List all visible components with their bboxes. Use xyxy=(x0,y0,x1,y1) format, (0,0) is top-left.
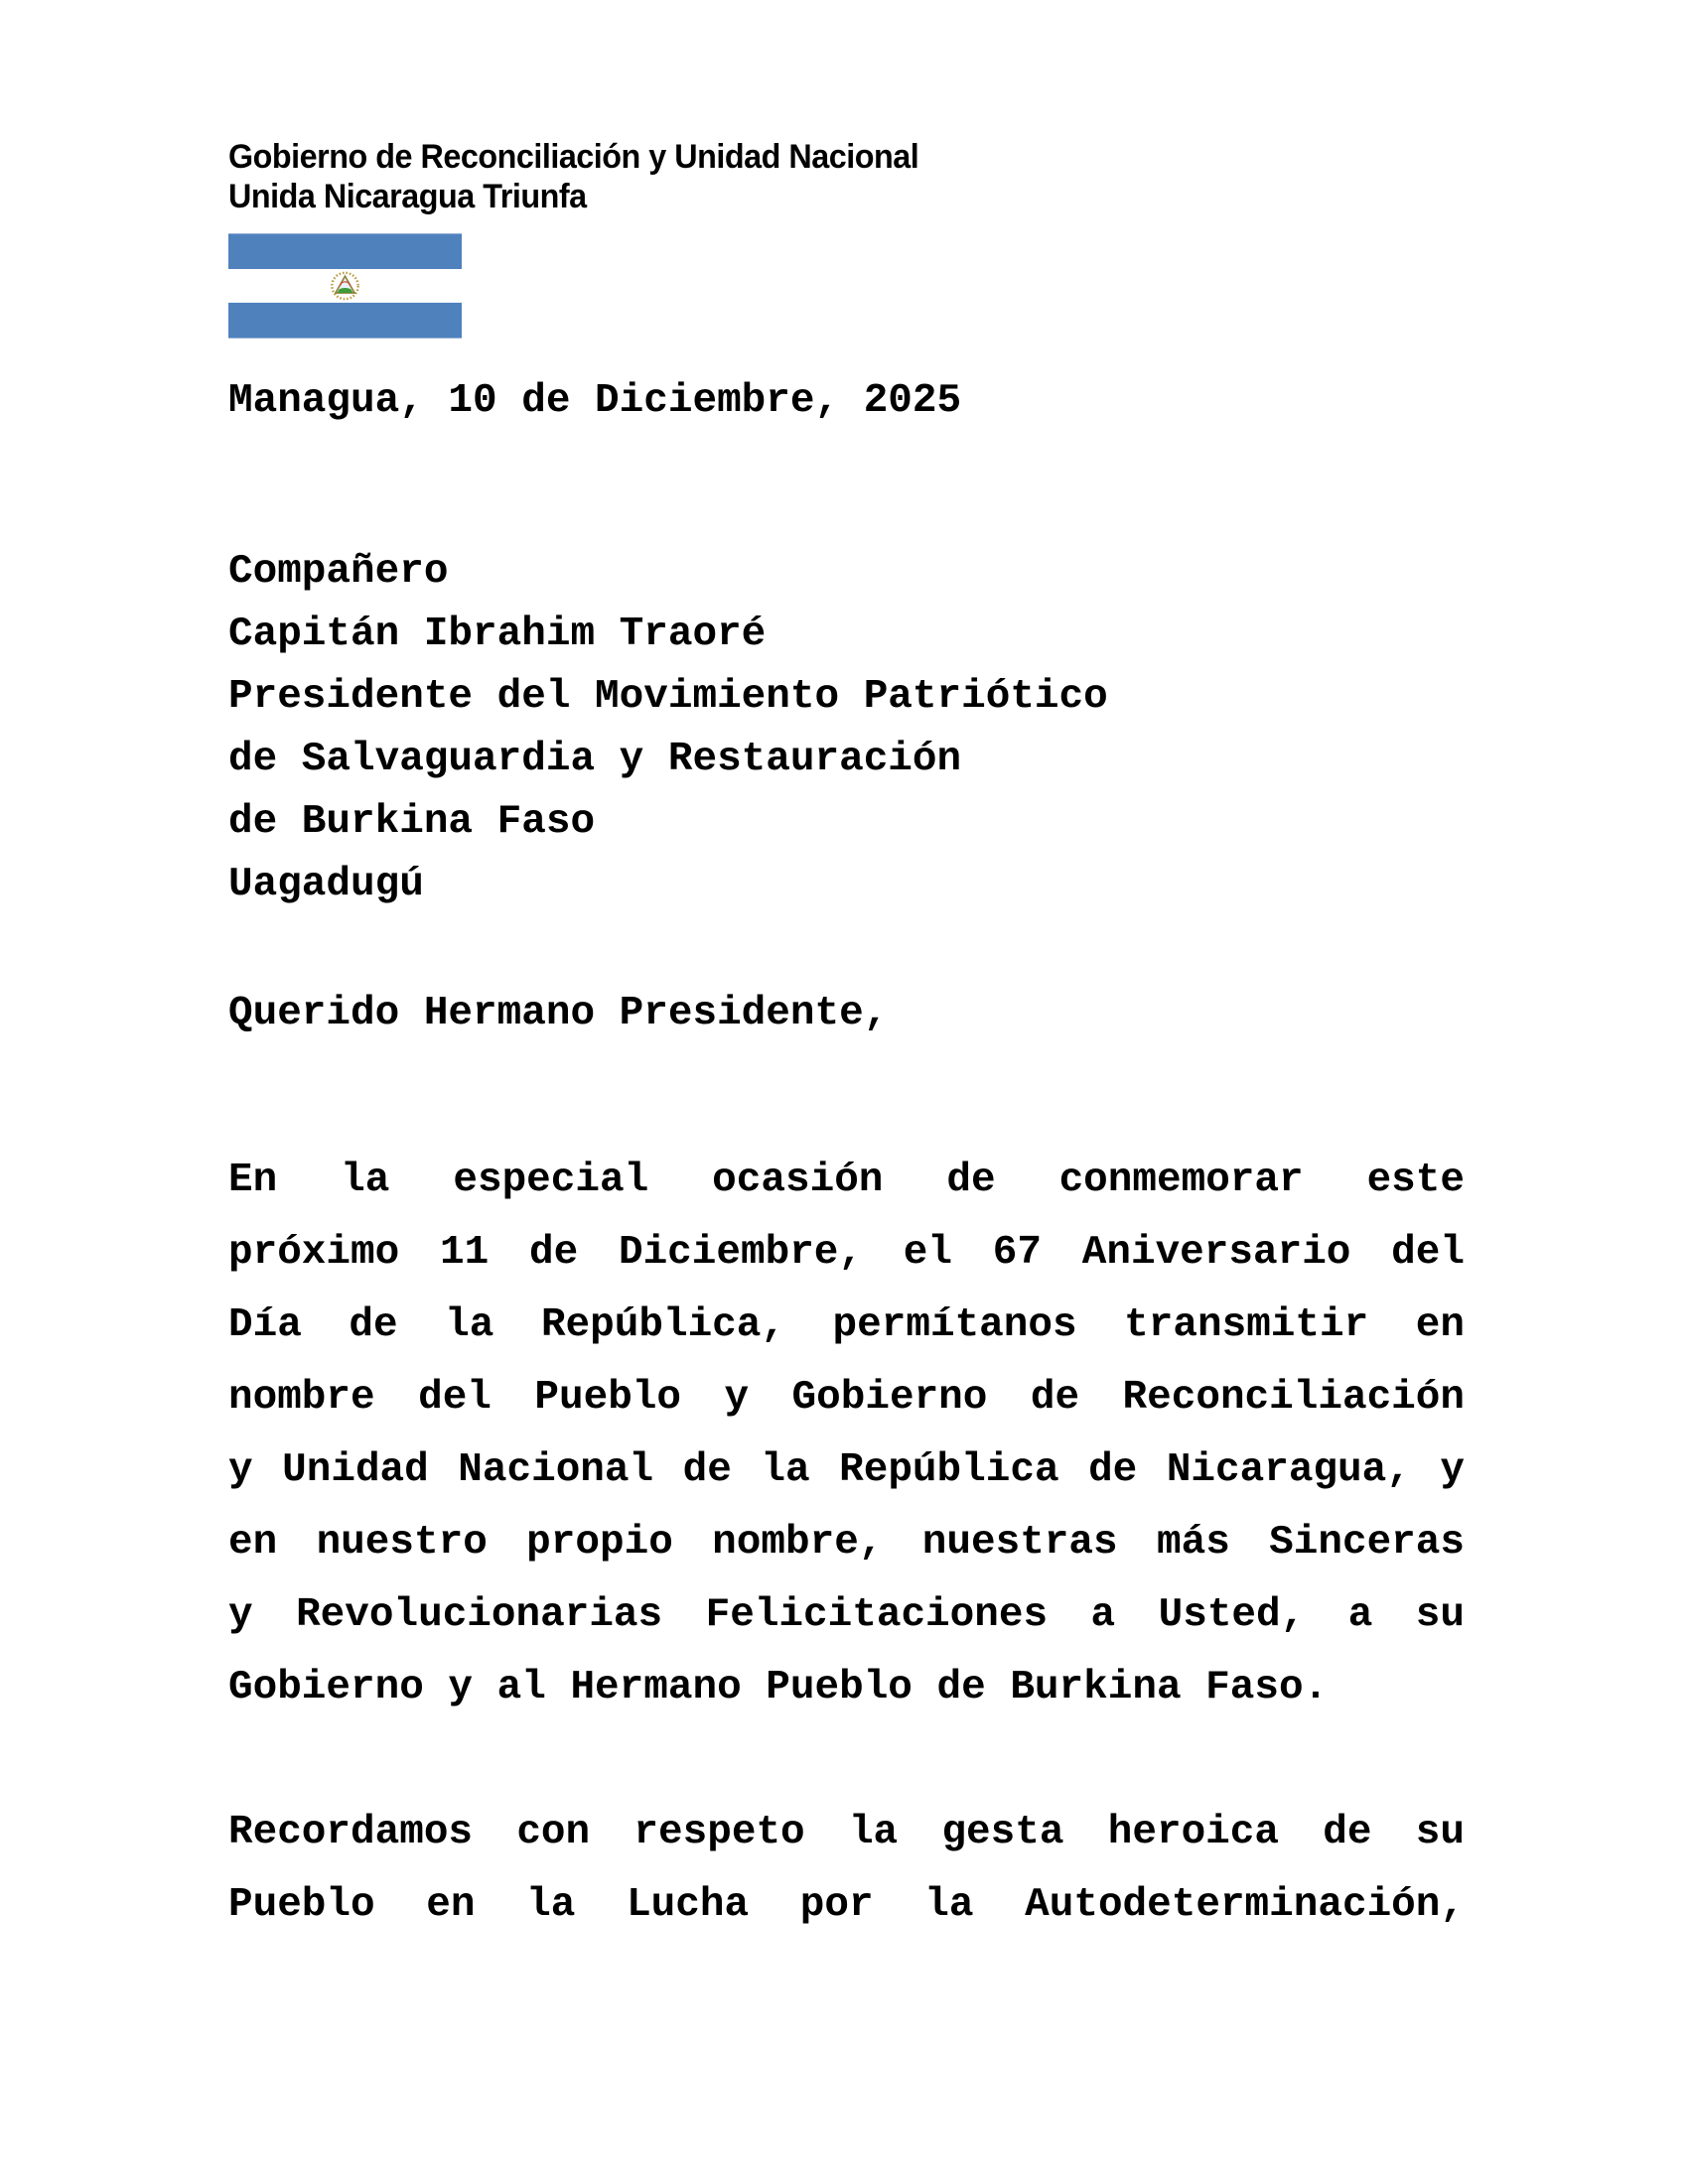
letterhead xyxy=(228,137,955,216)
flag-stripe-bottom xyxy=(228,303,462,339)
flag-coat-of-arms xyxy=(330,270,361,302)
text-line: Día de la República, permítanos transmitir en xyxy=(228,1302,1465,1348)
text-line: Presidente del Movimiento Patriótico xyxy=(228,674,1108,720)
text-line: en nuestro propio nombre, nuestras más Sinceras xyxy=(228,1520,1465,1566)
text-line: Gobierno y al Hermano Pueblo de Burkina Faso. xyxy=(228,1665,1329,1710)
text-line: Capitán Ibrahim Traoré xyxy=(228,612,767,657)
nicaragua-flag-icon xyxy=(228,233,462,339)
body-paragraph-2 xyxy=(228,1797,1465,1942)
letterhead-line-2: Unida Nicaragua Triunfa xyxy=(228,178,587,215)
salutation: Querido Hermano Presidente, xyxy=(228,991,889,1036)
letterhead-line-1: Gobierno de Reconciliación y Unidad Nacional xyxy=(228,138,919,176)
text-line: de Burkina Faso xyxy=(228,799,596,845)
text-line: de Salvaguardia y Restauración xyxy=(228,737,962,782)
text-line: Pueblo en la Lucha por la Autodeterminación, xyxy=(228,1882,1465,1928)
date-line: Managua, 10 de Diciembre, 2025 xyxy=(228,378,962,424)
flag-stripe-top xyxy=(228,233,462,269)
text-line: Uagadugú xyxy=(228,862,424,907)
recipient-address xyxy=(228,541,1465,916)
text-line: Compañero xyxy=(228,549,449,595)
text-line: Recordamos con respeto la gesta heroica de su xyxy=(228,1810,1465,1855)
text-line: nombre del Pueblo y Gobierno de Reconciliación xyxy=(228,1375,1465,1421)
text-line: y Revolucionarias Felicitaciones a Usted, a su xyxy=(228,1592,1465,1638)
text-line: próximo 11 de Diciembre, el 67 Aniversario del xyxy=(228,1230,1465,1276)
text-line: y Unidad Nacional de la República de Nicaragua, y xyxy=(228,1447,1465,1493)
body-paragraph-1 xyxy=(228,1145,1465,1724)
text-line: En la especial ocasión de conmemorar este xyxy=(228,1158,1465,1203)
